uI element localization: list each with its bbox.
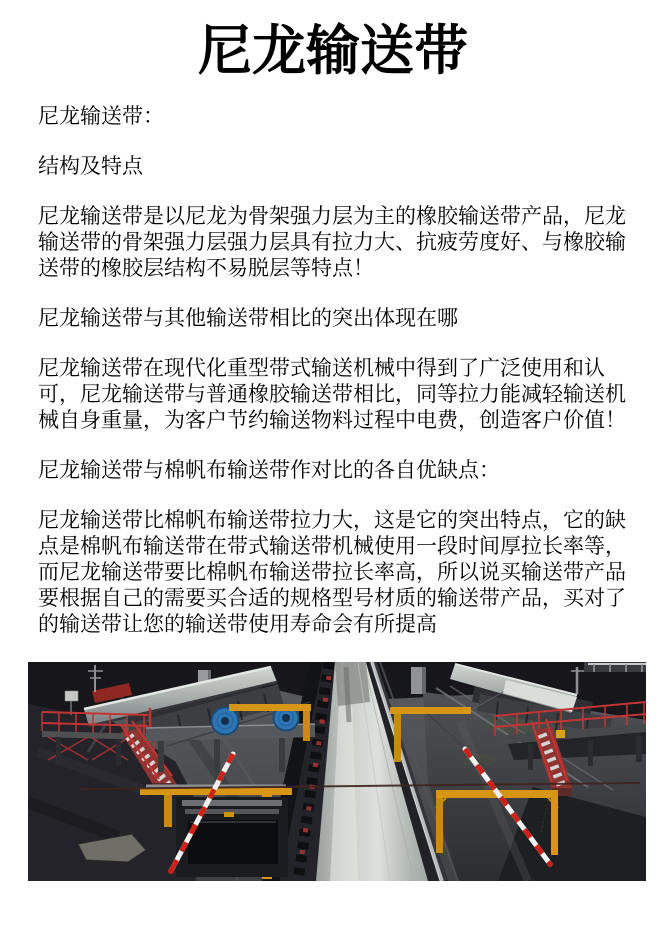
article-paragraph: 尼龙输送带在现代化重型带式输送机械中得到了广泛使用和认可，尼龙输送带与普通橡胶输送带相比，同等拉力能减轻输送机械自身重量，为客户节约输送物料过程中电费，创造客户价值！	[38, 357, 626, 433]
conveyor-yard-photo	[28, 662, 646, 881]
page-title: 尼龙输送带	[198, 21, 468, 81]
article-paragraph: 尼龙输送带：	[38, 105, 164, 129]
article-paragraph: 尼龙输送带与棉帆布输送带作对比的各自优缺点：	[38, 459, 500, 483]
conveyor-yard-photo-svg	[28, 662, 646, 881]
article-paragraph: 尼龙输送带与其他输送带相比的突出体现在哪	[38, 307, 458, 331]
article-paragraph: 结构及特点	[38, 155, 143, 179]
top-right-walkway	[584, 662, 646, 672]
article-paragraph: 尼龙输送带是以尼龙为骨架强力层为主的橡胶输送带产品，尼龙输送带的骨架强力层强力层具有拉力大、抗疲劳度好、与橡胶输送带的橡胶层结构不易脱层等特点！	[38, 205, 626, 281]
yellow-sign	[556, 730, 565, 738]
article-paragraph: 尼龙输送带比棉帆布输送带拉力大，这是它的突出特点，它的缺点是棉帆布输送带在带式输送带机械使用一段时间厚拉长率等，而尼龙输送带要比棉帆布输送带拉长率高，所以说买输送带产品要根据自己的需要买合适的规格型号材质的输送带产品，买对了的输送带让您的输送带使用寿命会有所提高	[38, 509, 626, 637]
article-body	[0, 104, 666, 638]
sign	[65, 691, 78, 701]
